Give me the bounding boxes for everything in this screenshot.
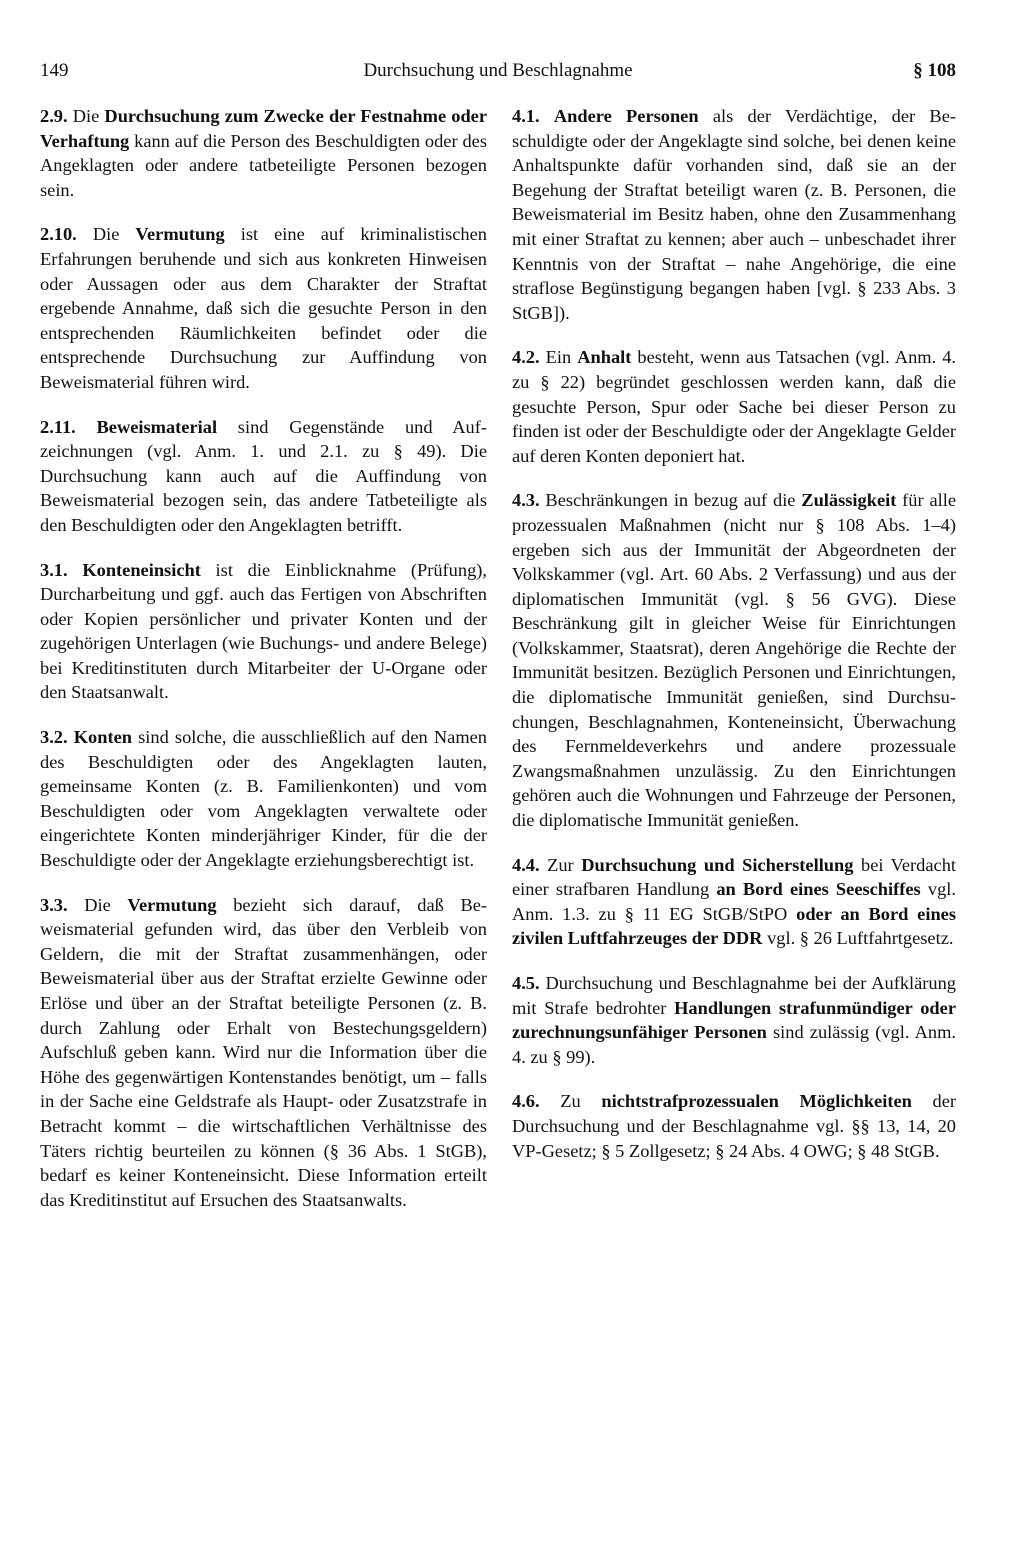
paragraph-text: als der Verdächtige, der Beschuldigte oder der Angeklagte sind solche, bei denen keine Anhaltspunkte dafür vorhanden sind, daß sie an der Begehung der Straftat beteiligt waren (z. B. Personen, die Beweismaterial im Besitz haben, ohne den Zusammenhang mit einer Straftat zu kennen; aber auch – unbeschadet ihrer Kenntnis von der Straftat – nahe Angehörige, die eine straflose Begünstigung begangen haben [vgl. § 233 Abs. 3 StGB]). [512, 106, 956, 323]
paragraph-number: 2.9. [40, 106, 68, 126]
paragraph-text: sind solche, die ausschließlich auf den Namen des Beschuldigten oder des Angeklagten lauten, gemeinsame Konten (z. B. Familienkonten) und vom Beschuldigten oder vom Angeklagten verwaltete oder eingerichtete Konten minderjähriger Kinder, für die der Beschuldigte oder der Angeklagte erziehungsberechtigt ist. [40, 727, 487, 871]
paragraph [512, 104, 956, 325]
paragraph-text: kann auf die Person des Beschuldigten oder des Angeklagten oder andere tatbeteiligte Personen bezogen sein. [40, 130, 487, 200]
paragraph [40, 415, 487, 538]
bold-term: Andere Personen [553, 106, 699, 126]
bold-term: Durchsuchung zum Zwecke der Festnahme oder Verhaftung [40, 106, 487, 151]
section-number: § 108 [913, 60, 956, 81]
paragraph [512, 1089, 956, 1163]
paragraph-number: 4.6. [512, 1091, 540, 1112]
bold-term: Konteneinsicht [82, 559, 201, 580]
paragraph-text: Durchsuchung und Beschlagnahme bei der Aufklärung mit Strafe bedrohter [512, 973, 956, 1018]
paragraph-text [68, 560, 83, 580]
page-header [40, 58, 956, 84]
page-number: 149 [40, 60, 69, 81]
paragraph-text: Beschränkungen in bezug auf die [539, 490, 802, 511]
paragraph-text: für alle prozessualen Maßnahmen (nicht nur § 108 Abs. 1–4) ergeben sich aus der Immunität der Abgeordneten der Volkskammer (vgl. Art. 60 Abs. 2 Verfassung) und aus der diplomatischen Immunität (vgl. § 56 GVG). Diese Beschränkung gilt in gleicher Weise für Einrichtungen (Volkskammer, Staatsrat), deren Angehörige die Rechte der Immunität besitzen. Bezüglich Personen und Einrichtungen, die diplomatische Immunität genießen, sind Durchsuchungen, Beschlagnahmen, Konteneinsicht, Überwachung des Fernmeldeverkehrs und andere prozessuale Zwangsmaßnahmen unzulässig. Zu den Einrichtungen gehören auch die Wohnungen und Fahrzeuge der Personen, die diplomatische Immunität genießen. [512, 490, 956, 831]
paragraph-text: sind Gegenstände und Aufzeichnungen (vgl. Anm. 1. und 2.1. zu § 49). Die Durchsuchung kann auch auf die Auffindung von Beweismaterial bezogen sein, das andere Tatbeteiligte als den Beschuldigten oder den Angeklagten betrifft. [40, 416, 487, 535]
paragraph-text [540, 106, 554, 126]
left-column [40, 104, 487, 1232]
paragraph [512, 853, 956, 951]
paragraph-number: 4.3. [512, 490, 540, 511]
paragraph-text: Die [76, 224, 136, 245]
paragraph [40, 104, 487, 202]
paragraph-text: besteht, wenn aus Tatsachen (vgl. Anm. 4. zu § 22) begründet geschlossen werden kann, daß die gesuchte Person, Spur oder Sache bei dieser Person zu finden ist oder der Beschuldigte oder der Angeklagte Gelder auf deren Konten deponiert hat. [512, 347, 957, 466]
paragraph-text: der Durchsuchung und der Beschlagnahme vgl. §§ 13, 14, 20 VP-Gesetz; § 5 Zollgesetz; § 24 Abs. 4 OWG; § 48 StGB. [512, 1091, 956, 1161]
bold-term: Handlungen strafunmündiger oder zurechnungsunfähiger Personen [512, 997, 956, 1043]
paragraph-text: Zur [539, 854, 582, 875]
paragraph-text: vgl. Anm. 1.3. zu § 11 EG StGB/StPO [512, 879, 956, 924]
paragraph-text: Zu [539, 1091, 602, 1112]
paragraph-number: 2.10. [40, 224, 77, 245]
bold-term: Vermutung [127, 894, 217, 915]
paragraph [40, 558, 487, 706]
paragraph [40, 222, 487, 394]
bold-term: nichtstrafprozessualen Möglichkeiten [601, 1091, 912, 1112]
paragraph-text: ist eine auf kriminalistischen Erfahrungen beruhende und sich aus konkreten Hinweisen oder Aussagen oder aus dem Charakter der Straftat ergebende Annahme, daß sich die gesuchte Person in den entsprechenden Räumlichkeiten befindet oder die entsprechende Durchsuchung zur Auffindung von Beweismaterial führen wird. [40, 224, 487, 392]
bold-term: Vermutung [135, 224, 225, 245]
paragraph [40, 725, 487, 873]
bold-term: Durchsuchung und Sicherstellung [581, 854, 854, 875]
paragraph-text [76, 417, 97, 437]
paragraph-text: ist die Einblicknahme (Prüfung), Durcharbeitung und ggf. auch das Fertigen von Abschriften oder Kopien persönlicher und privater Konten und der zugehörigen Unterlagen (wie Buchungs- und andere Belege) bei Kreditinstituten durch Mitarbeiter der U-Organe oder den Staatsanwalt. [40, 559, 487, 703]
paragraph-number: 4.5. [512, 973, 540, 993]
paragraph-number: 4.4. [512, 854, 540, 875]
bold-term: Konten [73, 727, 132, 748]
paragraph [512, 971, 956, 1069]
paragraph-text: bezieht sich darauf, daß Beweismaterial gefunden wird, das über den Verbleib von Geldern, die mit der Straftat zusammenhängen, oder Beweismaterial über aus der Straftat erzielte Gewinne oder Erlöse und über an der Straftat beteiligte Personen (z. B. durch Zahlung oder Erhalt von Bestechungsgeldern) Aufschluß geben kann. Wird nur die Information über die Höhe des gegenwärtigen Kontenstandes benötigt, um – falls in der Sache eine Geldstrafe als Haupt- oder Zusatzstrafe in Betracht kommt – die wirtschaftlichen Verhältnisse des Täters richtig beurteilen zu können (§ 36 Abs. 1 StGB), bedarf es keiner Konteneinsicht. Diese Information erteilt das Kreditinstitut auf Ersuchen des Staatsanwalts. [40, 894, 488, 1210]
paragraph-number: 3.2. [40, 727, 68, 748]
bold-term: oder an Bord eines zivilen Luftfahrzeuges der DDR [512, 903, 957, 949]
paragraph-text: Die [67, 106, 105, 126]
paragraph [40, 893, 487, 1213]
paragraph-number: 4.1. [512, 106, 540, 126]
paragraph-text: Ein [539, 347, 578, 368]
paragraph-text: Die [67, 894, 128, 915]
bold-term: Zulässigkeit [801, 490, 897, 511]
paragraph-text: sind zulässig (vgl. Anm. 4. zu § 99). [512, 1022, 956, 1067]
page-title: Durchsuchung und Beschlagnahme [363, 60, 633, 81]
paragraph-number: 3.1. [40, 559, 68, 580]
bold-term: Beweismaterial [96, 416, 218, 437]
paragraph-text: vgl. § 26 Luftfahrtgesetz. [762, 928, 954, 949]
paragraph [512, 345, 956, 468]
right-column [512, 104, 956, 1183]
bold-term: an Bord eines Seeschiffes [716, 879, 921, 900]
bold-term: Anhalt [577, 347, 632, 368]
paragraph-number: 2.11. [40, 416, 76, 437]
paragraph-number: 4.2. [512, 347, 540, 368]
paragraph [512, 488, 956, 832]
paragraph-text: bei Verdacht einer strafbaren Handlung [512, 854, 957, 900]
paragraph-number: 3.3. [40, 894, 68, 915]
